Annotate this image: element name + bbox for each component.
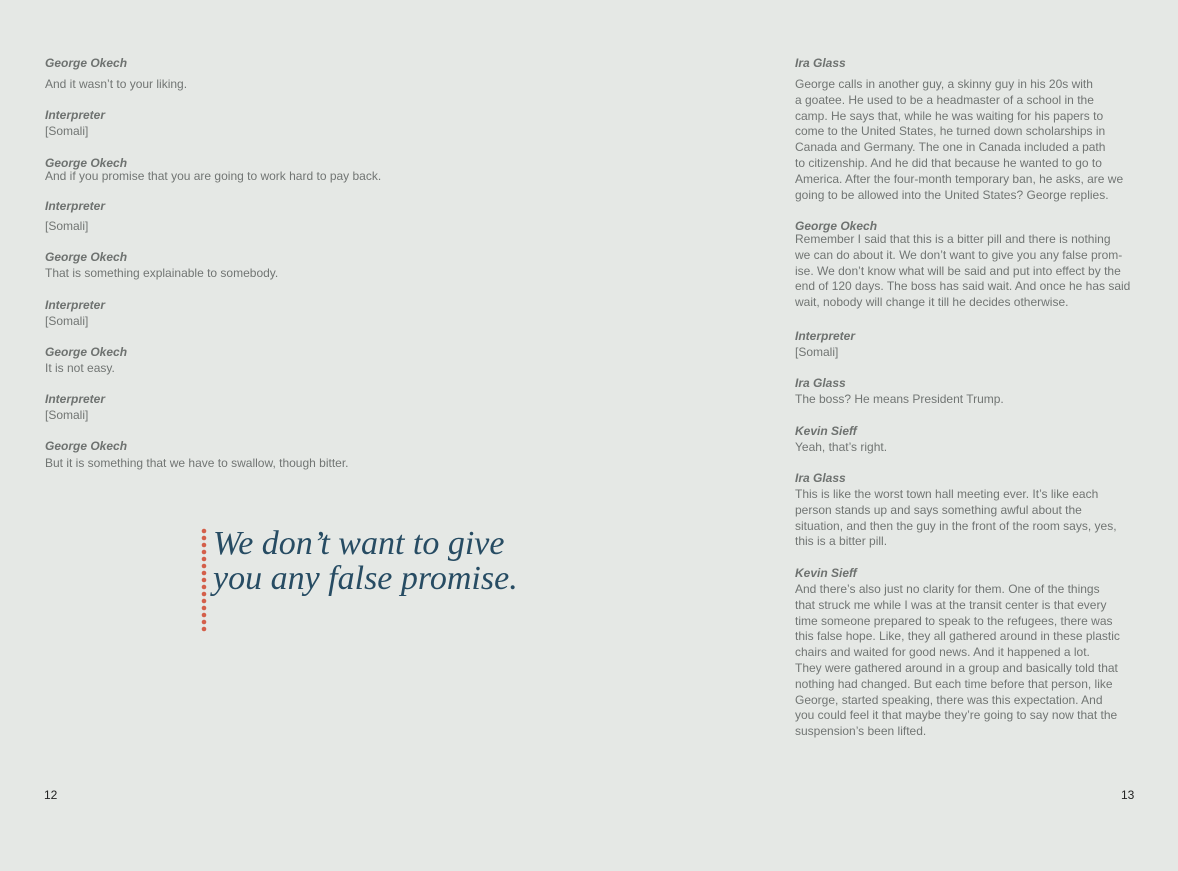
dialogue-line: And there’s also just no clarity for them. One of the things (795, 582, 1100, 596)
dialogue-text: And it wasn’t to your liking. (45, 77, 188, 91)
dialogue-line: end of 120 days. The boss has said wait. And once he has said (795, 279, 1131, 294)
speaker-name: Interpreter (45, 298, 106, 312)
pull-quote (213, 526, 518, 596)
dialogue-text: [Somali] (45, 408, 89, 422)
speaker-name: George Okech (45, 250, 128, 264)
dialogue-line: This is like the worst town hall meeting ever. It’s like each (795, 487, 1099, 501)
dialogue-text: [Somali] (45, 219, 89, 233)
accent-dot (202, 599, 207, 604)
speaker-name: Interpreter (795, 329, 856, 343)
accent-dot (202, 529, 207, 534)
speaker-name: Interpreter (45, 108, 106, 122)
dialogue-line: this false hope. Like, they all gathered around in these plastic (795, 629, 1120, 644)
accent-dot (202, 543, 207, 548)
dialogue-text: That is something explainable to somebody. (45, 266, 279, 280)
dialogue-line: Canada and Germany. The one in Canada included a path (795, 140, 1106, 155)
dialogue-line: going to be allowed into the United States? George replies. (795, 187, 1109, 202)
dialogue-line: we can do about it. We don’t want to give you any false prom- (795, 247, 1123, 262)
dialogue-paragraph (795, 487, 1117, 550)
dialogue-line: chairs and waited for good news. And it happened a lot. (795, 645, 1090, 660)
accent-dot (202, 606, 207, 611)
dialogue-line: a goatee. He used to be a headmaster of a school in the (795, 92, 1094, 107)
accent-dot (202, 578, 207, 583)
dialogue-paragraph (795, 77, 1123, 203)
dialogue-line: nothing had changed. But each time before that person, like (795, 676, 1113, 691)
dialogue-line: you could feel it that maybe they’re going to say now that the (795, 708, 1118, 723)
speaker-name: George Okech (45, 439, 128, 453)
pull-quote-dotted-rule (200, 528, 208, 632)
speaker-name: Ira Glass (795, 376, 846, 390)
accent-dot (202, 627, 207, 632)
accent-dot (202, 613, 207, 618)
dialogue-paragraph (795, 582, 1120, 740)
speaker-name: Interpreter (45, 392, 106, 406)
speaker-name: George Okech (795, 219, 878, 233)
dialogue-line: wait, nobody will change it till he decides otherwise. (795, 295, 1069, 310)
accent-dot (202, 592, 207, 597)
dialogue-line: [Somali] (795, 345, 839, 359)
dialogue-line: The boss? He means President Trump. (795, 392, 1004, 406)
dialogue-line: to citizenship. And he did that because he wanted to go to (795, 155, 1102, 170)
pull-quote-line: We don’t want to give (213, 525, 505, 562)
dialogue-line: Yeah, that’s right. (795, 440, 888, 454)
speaker-name: George Okech (45, 345, 128, 359)
dialogue-line: suspension’s been lifted. (795, 724, 927, 739)
dialogue-line: George calls in another guy, a skinny guy in his 20s with (795, 77, 1093, 91)
accent-dot (202, 550, 207, 555)
accent-dot (202, 585, 207, 590)
accent-dot (202, 564, 207, 569)
speaker-name: George Okech (45, 156, 128, 170)
dialogue-line: person stands up and says something awful about the (795, 502, 1082, 517)
accent-dot (202, 571, 207, 576)
accent-dot (202, 620, 207, 625)
accent-dot (202, 536, 207, 541)
dialogue-line: ise. We don’t know what will be said and put into effect by the (795, 263, 1121, 278)
dialogue-line: this is a bitter pill. (795, 534, 888, 549)
page-number: 12 (44, 788, 58, 802)
dialogue-text: And if you promise that you are going to work hard to pay back. (45, 169, 382, 183)
dialogue-line: situation, and then the guy in the front of the room says, yes, (795, 518, 1117, 533)
dialogue-paragraph (795, 345, 838, 361)
page-number: 13 (1121, 788, 1135, 802)
dialogue-paragraph (795, 440, 887, 456)
dialogue-line: George, started speaking, there was this expectation. And (795, 692, 1103, 707)
pull-quote-line: you any false promise. (213, 560, 518, 597)
speaker-name: Kevin Sieff (795, 566, 857, 580)
dialogue-line: time someone prepared to speak to the refugees, there was (795, 613, 1113, 628)
speaker-name: Ira Glass (795, 56, 846, 70)
dialogue-line: that struck me while I was at the transit center is that every (795, 597, 1107, 612)
dialogue-line: Remember I said that this is a bitter pill and there is nothing (795, 232, 1111, 246)
accent-dot (202, 557, 207, 562)
speaker-name: Ira Glass (795, 471, 846, 485)
dialogue-text: It is not easy. (45, 361, 115, 375)
dialogue-text: [Somali] (45, 124, 89, 138)
dialogue-line: come to the United States, he turned down scholarships in (795, 124, 1106, 139)
dialogue-text: [Somali] (45, 314, 89, 328)
speaker-name: Kevin Sieff (795, 424, 857, 438)
speaker-name: Interpreter (45, 199, 106, 213)
dialogue-line: America. After the four-month temporary ban, he asks, are we (795, 171, 1124, 186)
dialogue-text: But it is something that we have to swallow, though bitter. (45, 456, 349, 470)
right-page (589, 0, 1178, 871)
dialogue-paragraph (795, 232, 1130, 311)
dialogue-line: They were gathered around in a group and basically told that (795, 660, 1118, 675)
dialogue-line: camp. He says that, while he was waiting for his papers to (795, 108, 1104, 123)
dialogue-paragraph (795, 392, 1004, 408)
speaker-name: George Okech (45, 56, 128, 70)
